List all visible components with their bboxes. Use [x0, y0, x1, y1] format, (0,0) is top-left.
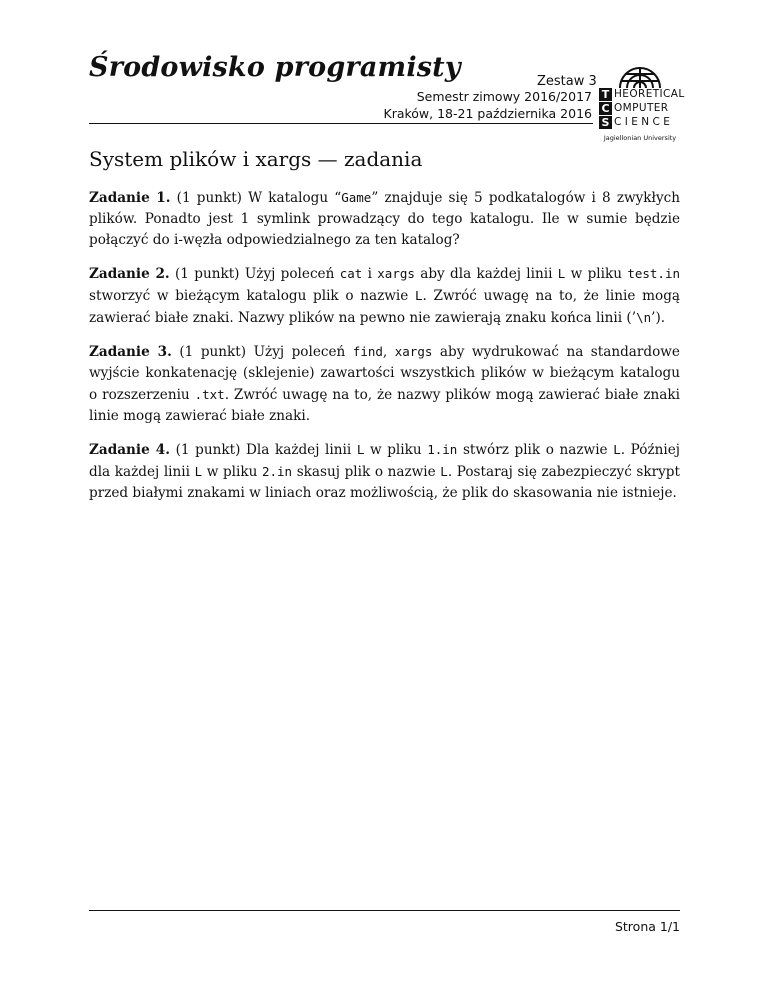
code-snippet: L [414, 288, 423, 303]
code-snippet: L [557, 266, 566, 281]
task-1 [89, 187, 680, 251]
task-text: ” znajduje się 5 podkatalogów i 8 zwykłych plików. Ponadto jest 1 symlink prowadzący do tego katalogu. Ile w sumie będzie połączyć do i-węzła odpowiedzialnego za ten katalog? [89, 190, 680, 248]
task-points: (1 punkt) [175, 266, 240, 282]
code-snippet: \n [636, 310, 652, 325]
course-title: Środowisko programisty [89, 52, 461, 83]
task-text: W katalogu “ [248, 190, 342, 206]
task-text: , [382, 344, 395, 360]
task-label: Zadanie 2. [89, 266, 170, 282]
code-snippet: L [440, 464, 448, 479]
section-title: System plików i xargs — zadania [89, 147, 423, 171]
logo-letter: T [599, 88, 612, 101]
footer-rule [89, 910, 680, 911]
task-text: . Zwróć uwagę na to, że nazwy plików mogą zawierać białe znaki linie mogą zawierać białe znaki. [89, 387, 681, 424]
task-3 [89, 341, 680, 427]
tcs-logo [599, 57, 685, 142]
code-snippet: xargs [377, 266, 415, 281]
code-snippet: L [356, 442, 365, 457]
task-label: Zadanie 4. [89, 442, 170, 458]
task-text: Użyj poleceń [244, 266, 340, 282]
code-snippet: cat [339, 266, 363, 281]
task-label: Zadanie 3. [89, 344, 172, 360]
task-text: skasuj plik o nazwie [292, 464, 441, 480]
task-text: aby wydrukować na standardowe wyjście konkatenację (sklejenie) zawartości wszystkich plików w bieżącym katalogu o rozszerzeniu [89, 344, 680, 403]
task-text: aby dla każdej linii [414, 266, 558, 282]
header-rule [89, 123, 593, 124]
set-label: Zestaw 3 [537, 74, 597, 89]
task-text: Dla każdej linii [246, 442, 357, 458]
task-points: (1 punkt) [179, 344, 247, 360]
task-text: stwórz plik o nazwie [457, 442, 614, 458]
logo-row [599, 116, 681, 129]
task-text: w pliku [202, 464, 262, 480]
task-points: (1 punkt) [175, 442, 241, 458]
logo-letter: C [599, 102, 612, 115]
task-label: Zadanie 1. [89, 190, 171, 206]
task-text: ’). [651, 310, 666, 326]
task-text: stworzyć w bieżącym katalogu plik o nazwie [89, 288, 415, 304]
task-points: (1 punkt) [176, 190, 242, 206]
logo-wordmark [599, 88, 685, 130]
logo-row [599, 88, 685, 101]
code-snippet: .txt [194, 387, 225, 402]
logo-word: CIENCE [614, 116, 674, 128]
code-snippet: L [613, 442, 621, 457]
task-text: w pliku [364, 442, 428, 458]
logo-row [599, 102, 681, 115]
code-snippet: Game [341, 190, 372, 205]
task-text: i [362, 266, 378, 282]
logo-letter: S [599, 116, 612, 129]
task-text: . Postaraj się zabezpieczyć skrypt przed białymi znakami w liniach oraz możliwością, że plik do skasowania nie istnieje. [89, 464, 680, 501]
task-text: . Zwróć uwagę na to, że linie mogą zawierać białe znaki. Nazwy plików na pewno nie zawierają znaku końca linii (’ [89, 288, 680, 326]
code-snippet: xargs [394, 344, 433, 359]
code-snippet: 2.in [261, 464, 293, 479]
task-text: Użyj poleceń [253, 344, 353, 360]
globe-icon [617, 57, 663, 89]
task-text: . Później dla każdej linii [89, 442, 680, 480]
task-text: w pliku [565, 266, 628, 282]
task-list [89, 187, 680, 516]
task-2 [89, 263, 680, 329]
code-snippet: L [194, 464, 203, 479]
code-snippet: test.in [627, 266, 680, 281]
logo-university: Jagiellonian University [603, 134, 677, 142]
semester-label: Semestr zimowy 2016/2017 [416, 89, 592, 104]
task-4 [89, 439, 680, 504]
place-date-label: Kraków, 18-21 października 2016 [383, 106, 592, 121]
logo-word: HEORETICAL [614, 88, 685, 100]
code-snippet: find [352, 344, 383, 359]
code-snippet: 1.in [427, 442, 458, 457]
logo-word: OMPUTER [614, 102, 669, 114]
page-number: Strona 1/1 [614, 919, 680, 934]
